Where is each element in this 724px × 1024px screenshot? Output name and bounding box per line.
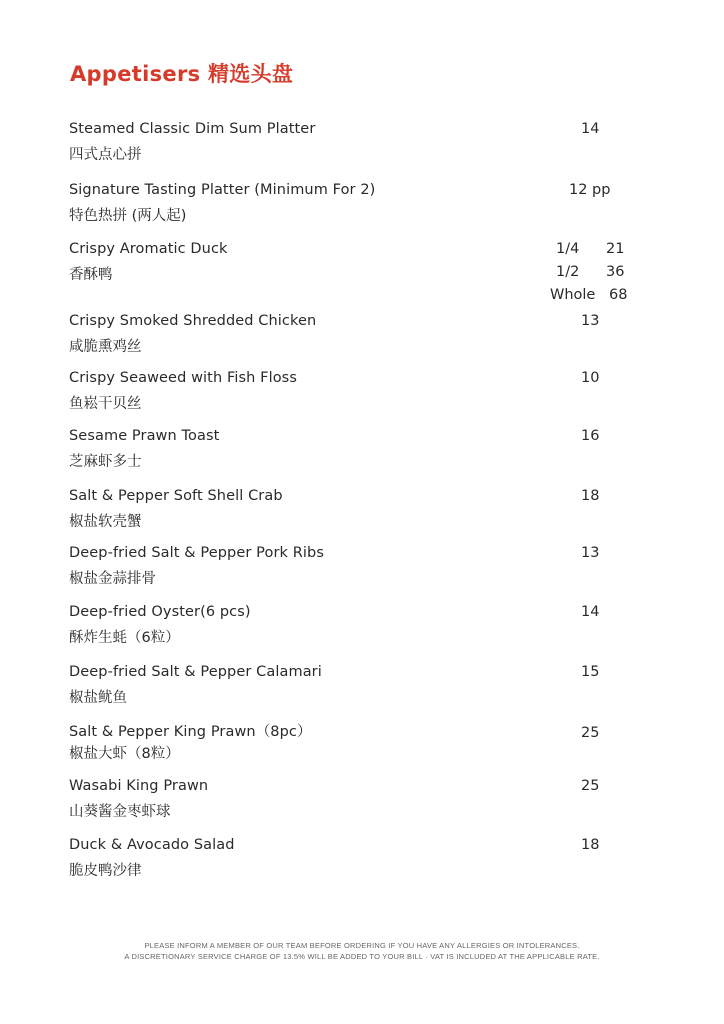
item-price: 18 bbox=[581, 837, 600, 853]
item-name-en: Salt & Pepper Soft Shell Crab bbox=[69, 488, 283, 504]
size-price-list bbox=[539, 241, 659, 311]
item-name-en: Sesame Prawn Toast bbox=[69, 428, 220, 444]
item-name-en: Salt & Pepper King Prawn（8pc） bbox=[69, 724, 312, 740]
item-name-zh: 酥炸生蚝（6粒） bbox=[69, 630, 180, 646]
item-price: 14 bbox=[581, 121, 600, 137]
item-price: 12 pp bbox=[569, 182, 611, 198]
footer-allergy-line: PLEASE INFORM A MEMBER OF OUR TEAM BEFORE ORDERING IF YOU HAVE ANY ALLERGIES OR INTOLERANCES. bbox=[144, 941, 580, 950]
item-price: 10 bbox=[581, 370, 600, 386]
item-name-zh: 椒盐鱿鱼 bbox=[69, 690, 127, 706]
size-price: 68 bbox=[609, 287, 628, 303]
item-name-zh: 椒盐软壳蟹 bbox=[69, 514, 142, 530]
item-name-zh: 四式点心拼 bbox=[69, 147, 142, 163]
size-label: 1/2 bbox=[556, 264, 580, 280]
item-name-en: Steamed Classic Dim Sum Platter bbox=[69, 121, 316, 137]
item-price: 25 bbox=[581, 778, 600, 794]
size-label: 1/4 bbox=[556, 241, 580, 257]
footer-notice bbox=[0, 940, 724, 962]
item-name-zh: 芝麻虾多士 bbox=[69, 454, 142, 470]
item-price: 18 bbox=[581, 488, 600, 504]
item-name-en: Crispy Aromatic Duck bbox=[69, 241, 228, 257]
item-name-en: Signature Tasting Platter (Minimum For 2) bbox=[69, 182, 376, 198]
footer-service-charge-line: A DISCRETIONARY SERVICE CHARGE OF 13.5% WILL BE ADDED TO YOUR BILL · VAT IS INCLUDED AT THE APPLICABLE RATE. bbox=[124, 952, 600, 961]
item-name-zh: 椒盐大虾（8粒） bbox=[69, 746, 180, 762]
item-price: 14 bbox=[581, 604, 600, 620]
item-price: 16 bbox=[581, 428, 600, 444]
item-price: 25 bbox=[581, 725, 600, 741]
item-name-zh: 椒盐金蒜排骨 bbox=[69, 571, 156, 587]
item-name-en: Deep-fried Salt & Pepper Pork Ribs bbox=[69, 545, 324, 561]
item-name-en: Deep-fried Salt & Pepper Calamari bbox=[69, 664, 322, 680]
item-price: 13 bbox=[581, 313, 600, 329]
item-name-zh: 鱼崧干贝丝 bbox=[69, 396, 142, 412]
item-price: 13 bbox=[581, 545, 600, 561]
item-name-zh: 山葵酱金枣虾球 bbox=[69, 804, 171, 820]
size-price: 36 bbox=[606, 264, 625, 280]
item-name-zh: 咸脆熏鸡丝 bbox=[69, 339, 142, 355]
item-name-en: Deep-fried Oyster(6 pcs) bbox=[69, 604, 251, 620]
item-name-zh: 香酥鸭 bbox=[69, 267, 113, 283]
section-title: Appetisers 精选头盘 bbox=[70, 62, 294, 86]
item-name-en: Crispy Seaweed with Fish Floss bbox=[69, 370, 297, 386]
size-price: 21 bbox=[606, 241, 625, 257]
size-label: Whole bbox=[550, 287, 596, 303]
item-price: 15 bbox=[581, 664, 600, 680]
item-name-en: Crispy Smoked Shredded Chicken bbox=[69, 313, 317, 329]
item-name-zh: 脆皮鸭沙律 bbox=[69, 863, 142, 879]
item-name-en: Duck & Avocado Salad bbox=[69, 837, 235, 853]
item-name-en: Wasabi King Prawn bbox=[69, 778, 209, 794]
item-name-zh: 特色热拼 (两人起) bbox=[69, 208, 187, 224]
